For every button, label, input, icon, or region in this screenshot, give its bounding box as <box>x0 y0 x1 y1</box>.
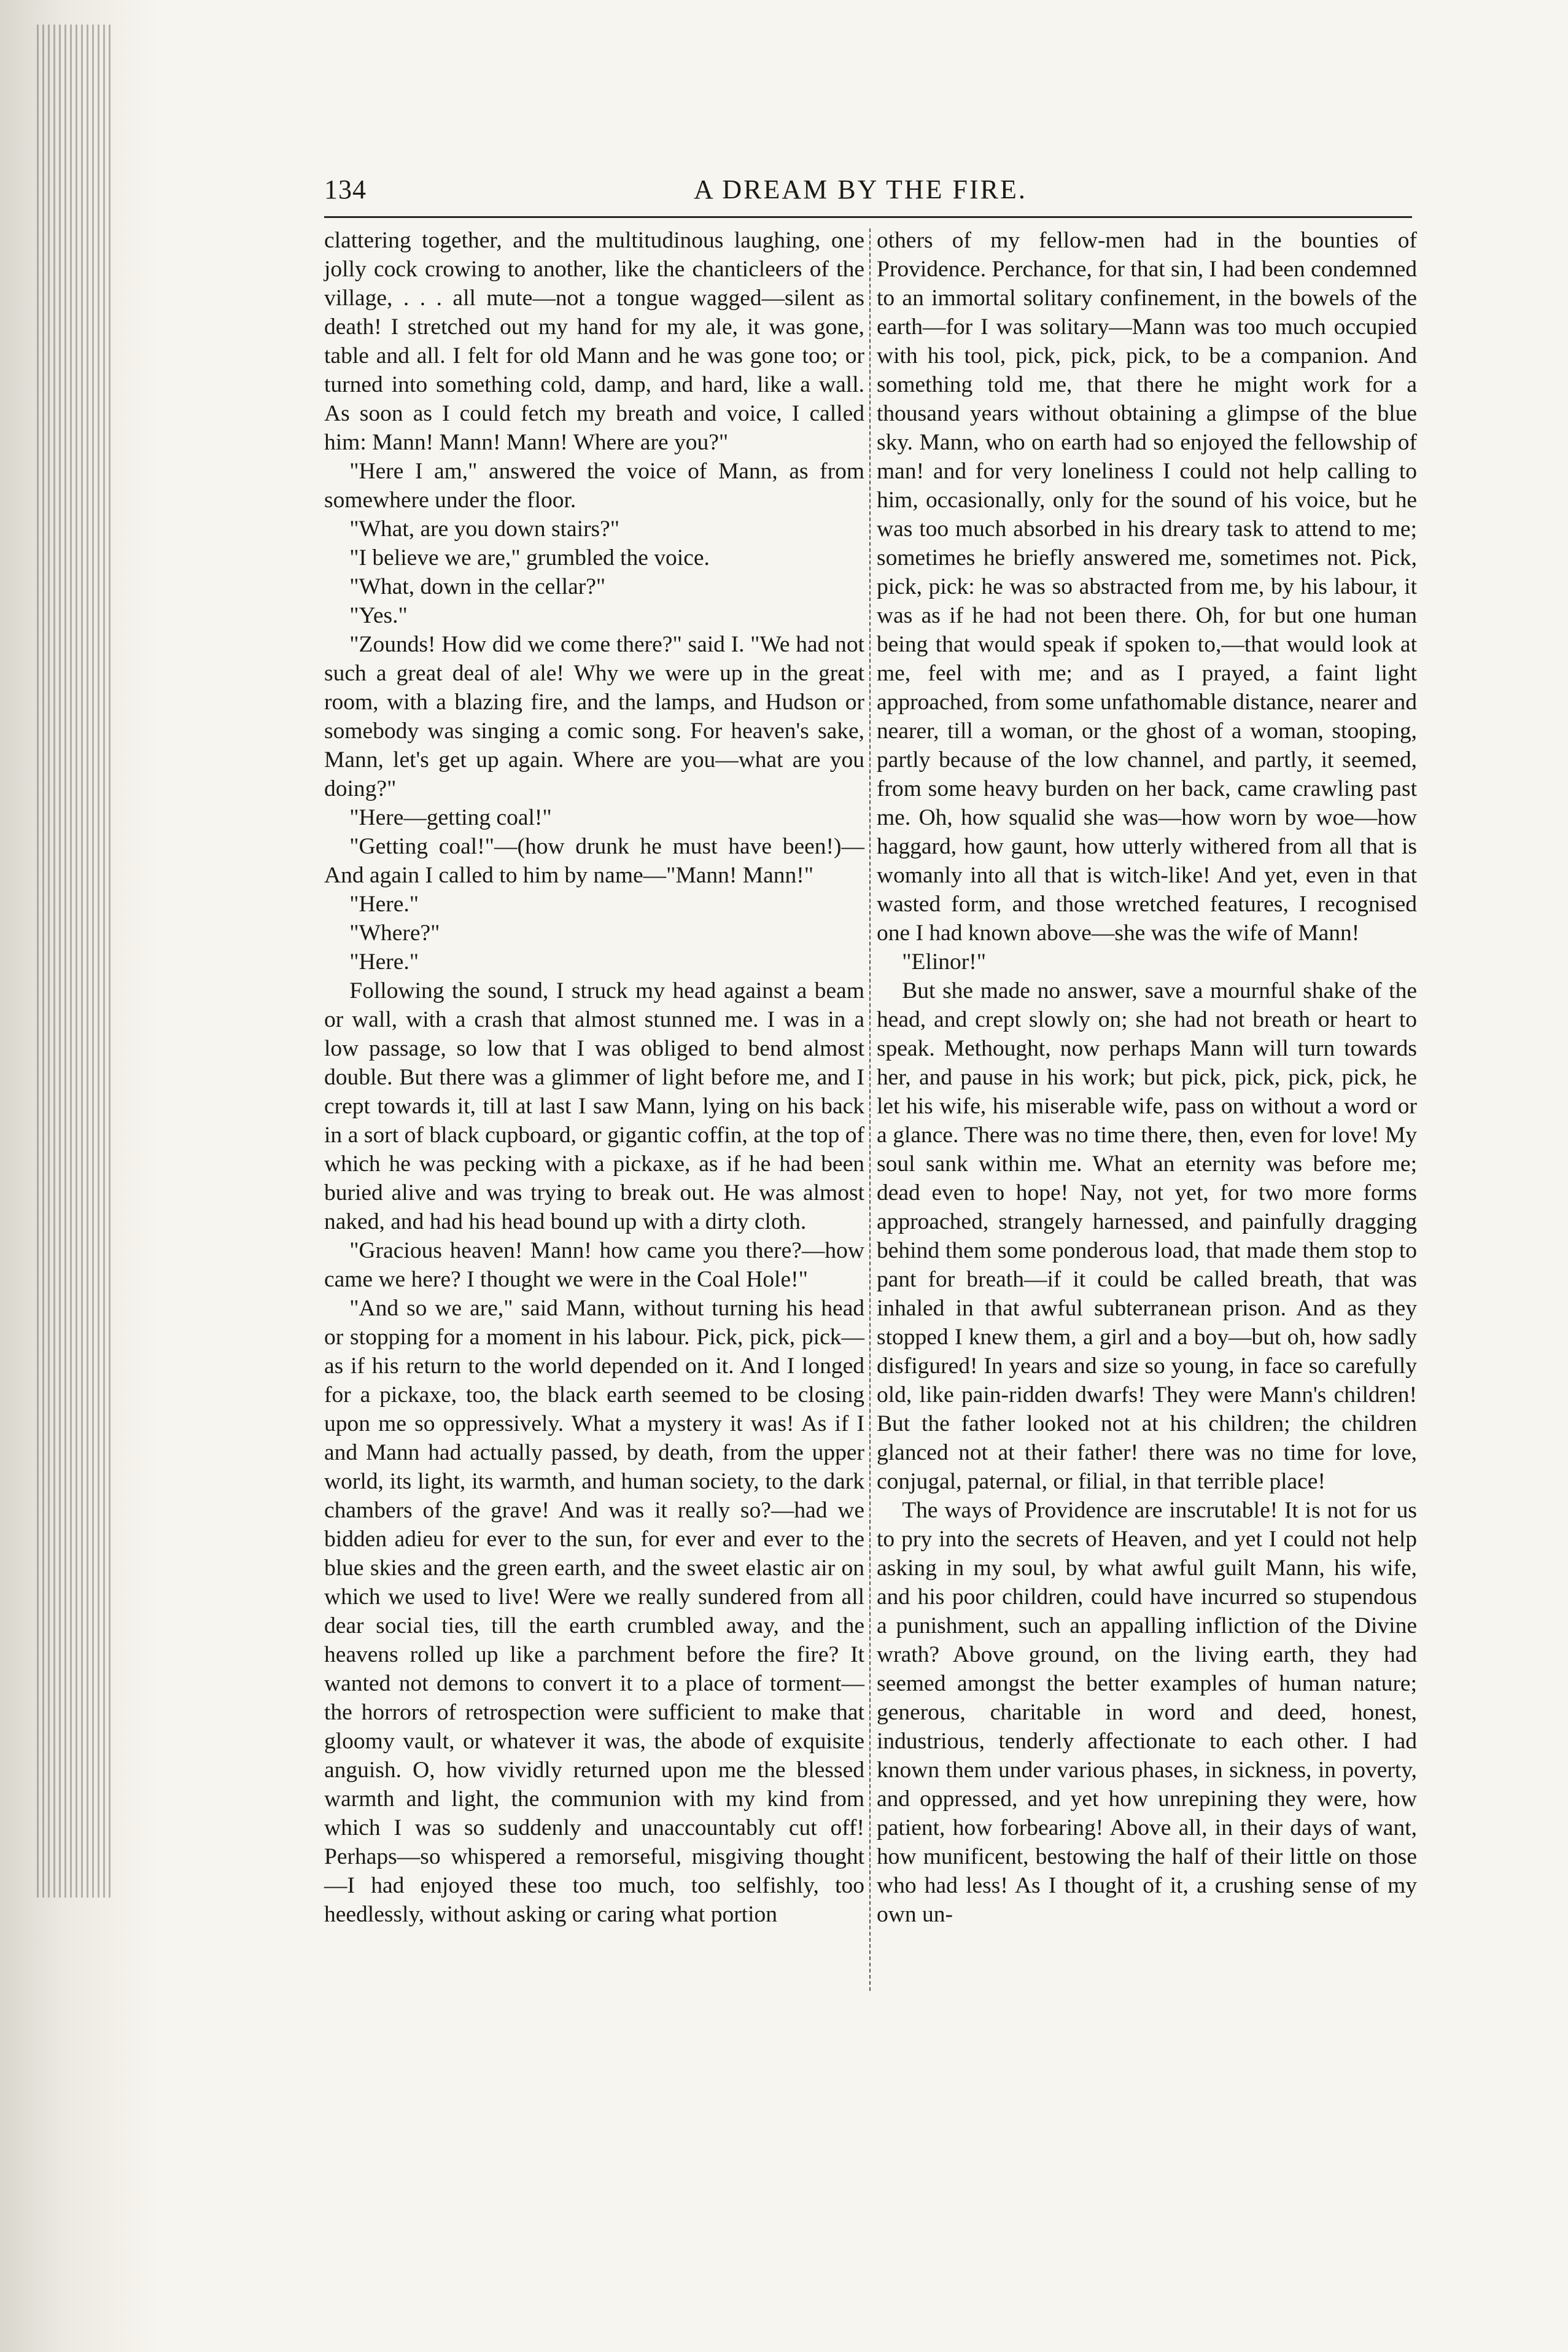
running-title: A DREAM BY THE FIRE. <box>694 174 1027 204</box>
paragraph: "Here I am," answered the voice of Mann, as from somewhere under the floor. <box>324 459 864 513</box>
paragraph: "Getting coal!"—(how drunk he must have been!)—And again I called to him by name—"Mann! Mann!" <box>324 834 864 888</box>
paragraph: "Here—getting coal!" <box>349 805 552 830</box>
bleed-through-text <box>37 25 111 1898</box>
right-column <box>877 226 1417 1929</box>
paragraph: "Here." <box>349 949 419 975</box>
column-divider <box>869 228 871 1991</box>
paragraph: "Where?" <box>349 921 440 946</box>
paragraph: clattering together, and the multitudinous laughing, one jolly cock crowing to another, like the chanticleers of the village, . . . all mute—not a tongue wagged—silent as death! I stretched out my hand for my ale, it was gone, table and all. I felt for old Mann and he was gone too; or turned into something cold, damp, and hard, like a wall. As soon as I could fetch my breath and voice, I called him: Mann! Mann! Mann! Where are you?" <box>324 228 864 455</box>
header-rule <box>324 216 1412 218</box>
page-number: 134 <box>324 174 367 204</box>
paragraph: "What, are you down stairs?" <box>349 516 620 542</box>
paragraph: The ways of Providence are inscrutable! It is not for us to pry into the secrets of Heaven, and yet I could not help asking in my soul, by what awful guilt Mann, his wife, and his poor children, could have incurred so stupendous a punishment, such an appalling infliction of the Divine wrath? Above ground, on the living earth, they had seemed amongst the better examples of human nature; generous, charitable in word and deed, honest, industrious, tenderly affectionate to each other. I had known them under various phases, in sickness, in poverty, and oppressed, and yet how unrepining they were, how patient, how forbearing! Above all, in their days of want, how munificent, bestowing the half of their little on those who had less! As I thought of it, a crushing sense of my own un- <box>877 1498 1417 1927</box>
paragraph: "Here." <box>349 892 419 917</box>
paragraph: Following the sound, I struck my head against a beam or wall, with a crash that almost stunned me. I was in a low passage, so low that I was obliged to bend almost double. But there was a glimmer of light before me, and I crept towards it, till at last I saw Mann, lying on his back in a sort of black cupboard, or gigantic coffin, at the top of which he was pecking with a pickaxe, as if he had been buried alive and was trying to break out. He was almost naked, and had his head bound up with a dirty cloth. <box>324 978 864 1234</box>
paragraph: But she made no answer, save a mournful shake of the head, and crept slowly on; she had not breath or heart to speak. Methought, now perhaps Mann will turn towards her, and pause in his work; but pick, pick, pick, pick, he let his wife, his miserable wife, pass on without a word or a glance. There was no time there, then, even for love! My soul sank within me. What an eternity was before me; dead even to hope! Nay, not yet, for two more forms approached, strangely harnessed, and painfully dragging behind them some ponderous load, that made them stop to pant for breath—if it could be called breath, that was inhaled in that awful subterranean prison. And as they stopped I knew them, a girl and a boy—but oh, how sadly disfigured! In years and size so young, in face so carefully old, like pain-ridden dwarfs! They were Mann's children! But the father looked not at his children; the children glanced not at their father! there was no time for love, conjugal, paternal, or filial, in that terrible place! <box>877 978 1417 1494</box>
paragraph: "I believe we are," grumbled the voice. <box>349 545 710 570</box>
paragraph: "And so we are," said Mann, without turning his head or stopping for a moment in his labour. Pick, pick, pick—as if his return to the world depended on it. And I longed for a pickaxe, too, the black earth seemed to be closing upon me so oppressively. What a mystery it was! As if I and Mann had actually passed, by death, from the upper world, its light, its warmth, and human society, to the dark chambers of the grave! And was it really so?—had we bidden adieu for ever to the sun, for ever and ever to the blue skies and the green earth, and the sweet elastic air on which we used to live! Were we really sundered from all dear social ties, till the earth crumbled away, and the heavens rolled up like a parchment before the fire? It wanted not demons to convert it to a place of torment—the horrors of retrospection were sufficient to make that gloomy vault, or whatever it was, the abode of exquisite anguish. O, how vividly returned upon me the blessed warmth and light, the communion with my kind from which I was so suddenly and unaccountably cut off! Perhaps—so whispered a remorseful, misgiving thought—I had enjoyed these too much, too selfishly, too heedlessly, without asking or caring what portion <box>324 1296 864 1927</box>
paragraph: "Elinor!" <box>902 949 987 975</box>
paragraph: "Zounds! How did we come there?" said I. "We had not such a great deal of ale! Why we were up in the great room, with a blazing fire, and the lamps, and Hudson or somebody was singing a comic song. For heaven's sake, Mann, let's get up again. Where are you—what are you doing?" <box>324 632 864 801</box>
paragraph: "What, down in the cellar?" <box>349 574 606 599</box>
paragraph: "Gracious heaven! Mann! how came you there?—how came we here? I thought we were in the Coal Hole!" <box>324 1238 864 1292</box>
left-column <box>324 226 864 1929</box>
paragraph: "Yes." <box>349 603 408 628</box>
paragraph: others of my fellow-men had in the bounties of Providence. Perchance, for that sin, I had been condemned to an immortal solitary confinement, in the bowels of the earth—for I was solitary—Mann was too much occupied with his tool, pick, pick, pick, to be a companion. And something told me, that there he might work for a thousand years without obtaining a glimpse of the blue sky. Mann, who on earth had so enjoyed the fellowship of man! and for very loneliness I could not help calling to him, occasionally, only for the sound of his voice, but he was too much absorbed in his dreary task to attend to me; sometimes he briefly answered me, sometimes not. Pick, pick, pick: he was so abstracted from me, by his labour, it was as if he had not been there. Oh, for but one human being that would speak if spoken to,—that would look at me, feel with me; and as I prayed, a faint light approached, from some unfathomable distance, nearer and nearer, till a woman, or the ghost of a woman, stooping, partly because of the low channel, and partly, it seemed, from some heavy burden on her back, came crawling past me. Oh, how squalid she was—how worn by woe—how haggard, how gaunt, how utterly withered from all that is womanly into all that is witch-like! And yet, even in that wasted form, and those wretched features, I recognised one I had known above—she was the wife of Mann! <box>877 228 1417 946</box>
